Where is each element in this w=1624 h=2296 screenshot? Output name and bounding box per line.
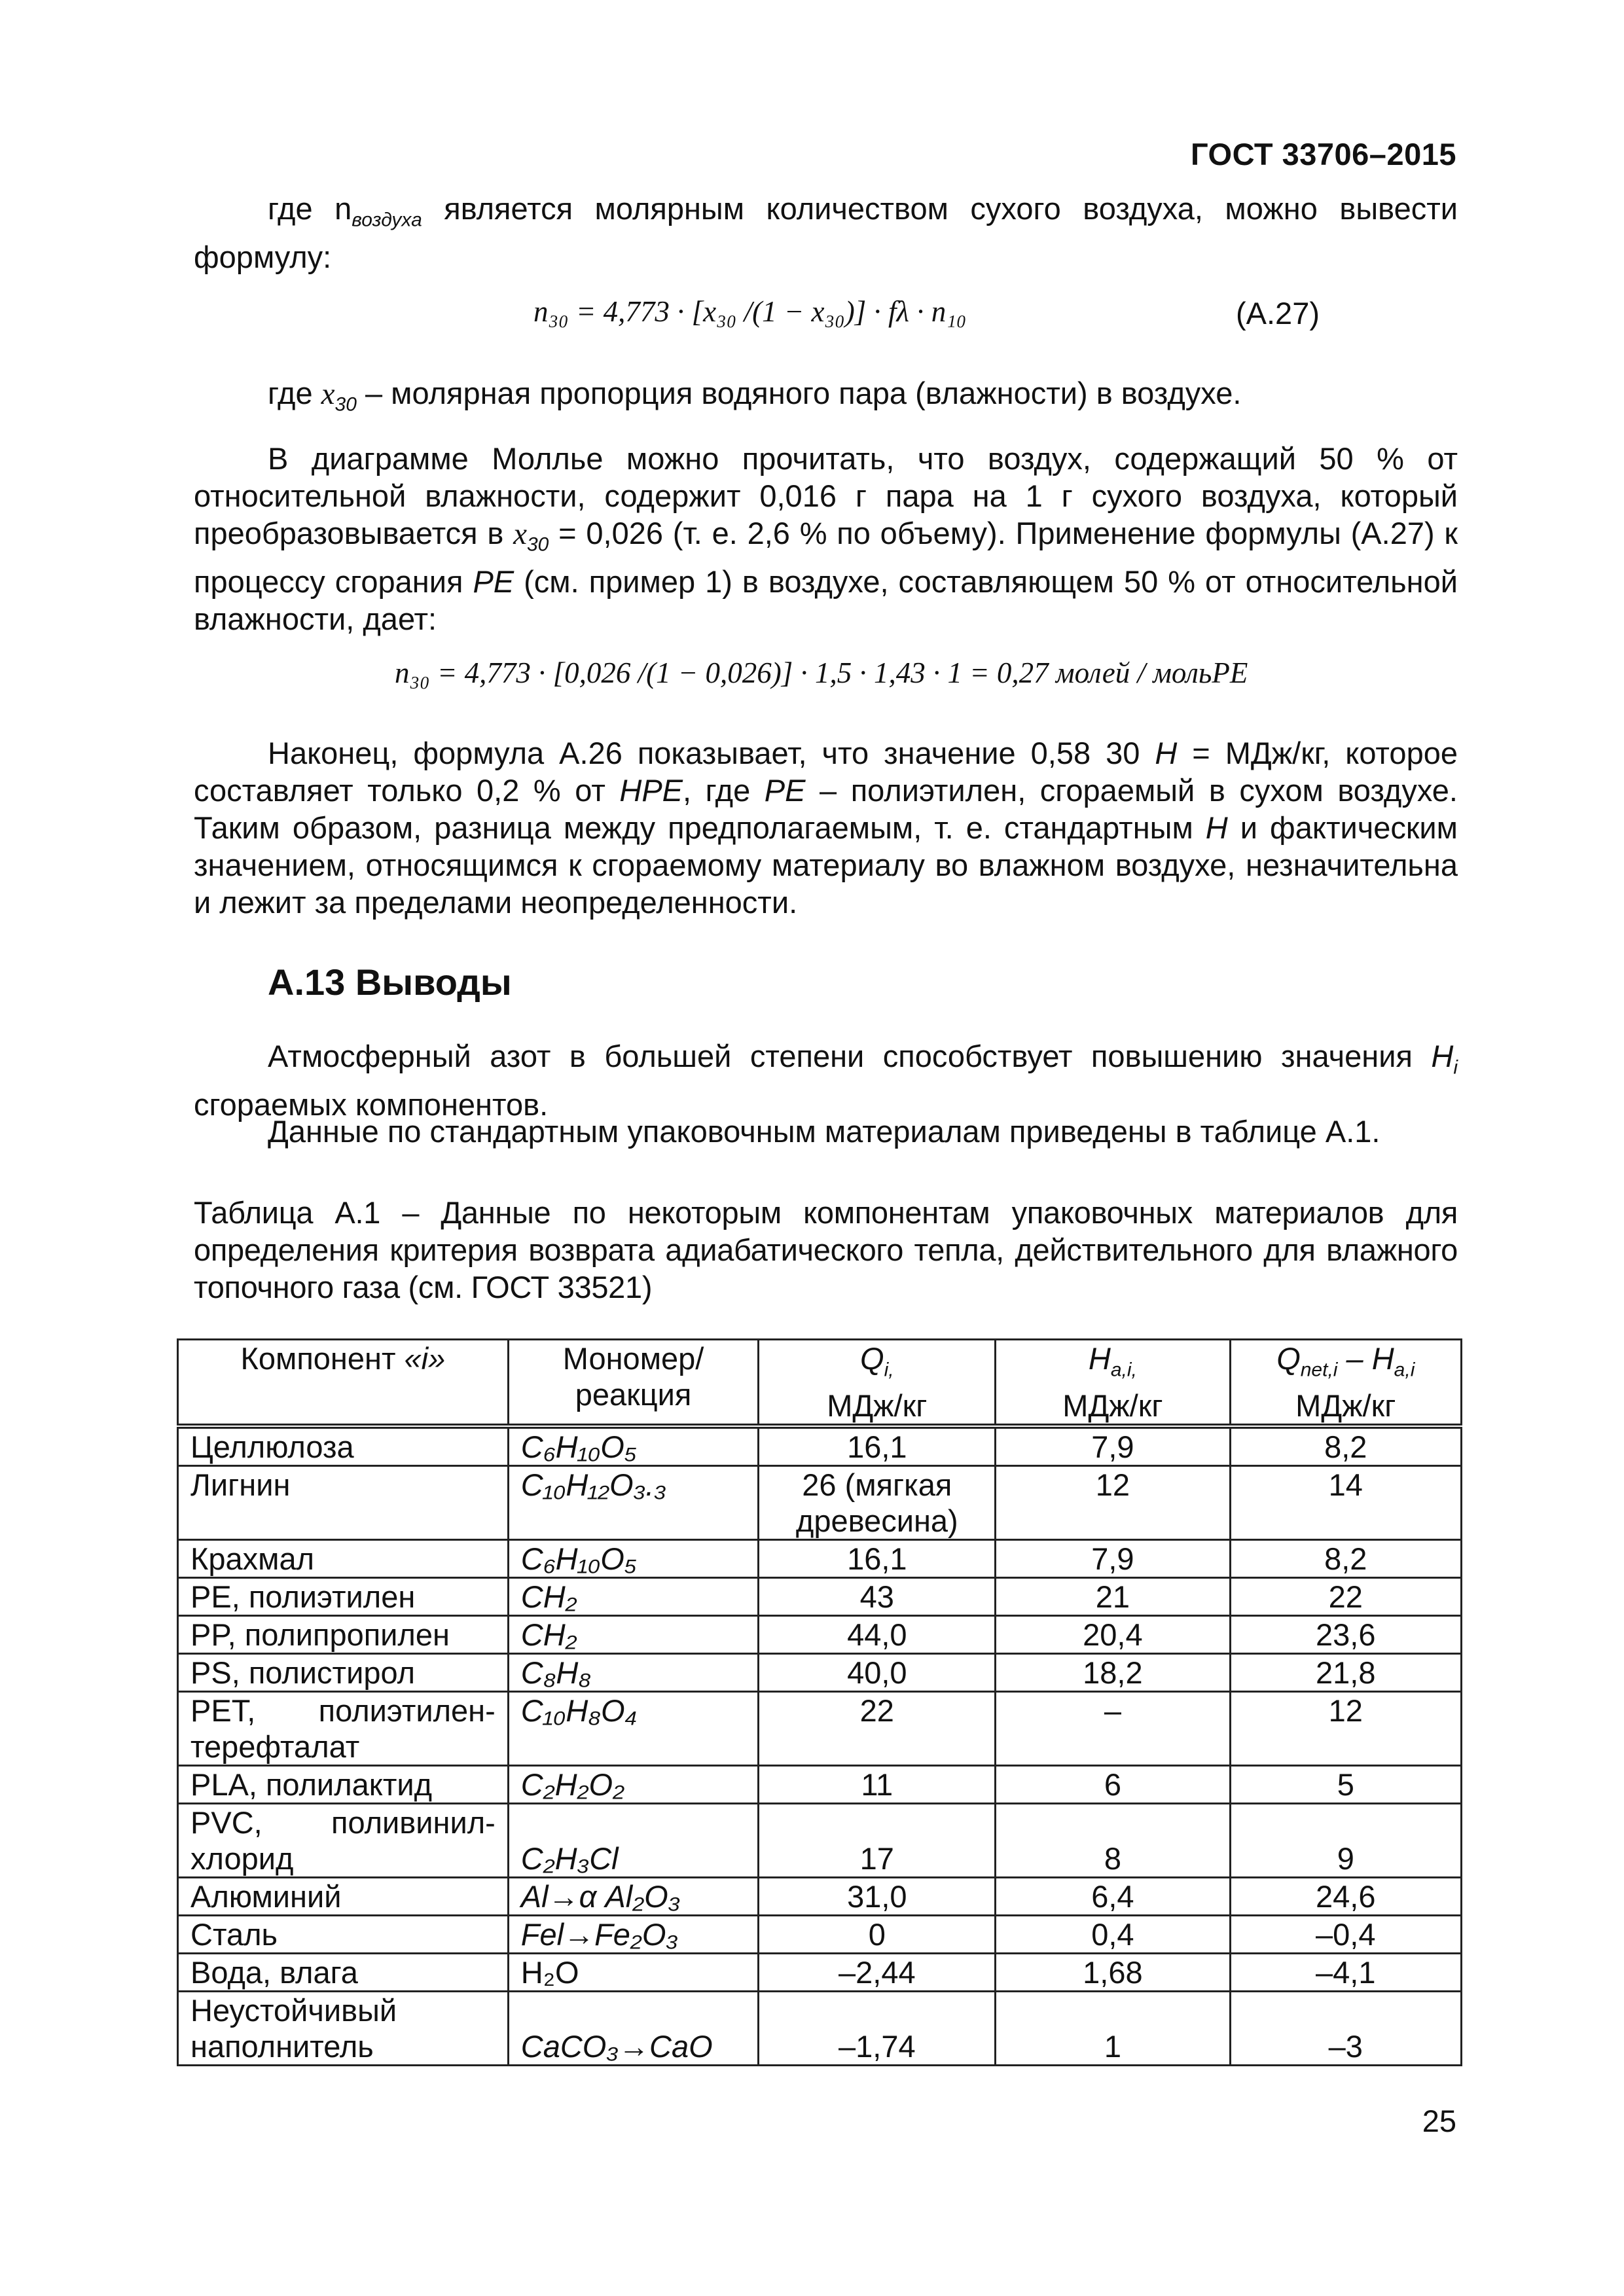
x30-variable: x [321,377,335,411]
conclusions-paragraph-1 [194,1037,1458,1123]
cell-component: PE, полиэтилен [178,1578,509,1616]
finally-text-c: , где [683,773,765,808]
x30-subscript: 30 [334,393,357,416]
mollier-text-3: (см. пример 1) в воздухе, составляющем 50 % от относительной влажности, дает: [194,564,1458,637]
cell-component: Лигнин [178,1466,509,1540]
cell-h: 6 [996,1766,1230,1804]
cell-component: Неустойчивый наполнитель [178,1992,509,2066]
cell-h: 12 [996,1466,1230,1540]
cell-qnet: 8,2 [1230,1540,1461,1578]
mollier-subscript: 30 [526,533,549,556]
cell-h: 18,2 [996,1654,1230,1692]
header-h-var: H [1088,1341,1111,1376]
table-row [178,1692,1462,1766]
intro-subscript: воздуха [352,209,422,231]
finally-pe: PE [764,773,806,808]
table-row [178,1466,1462,1540]
cell-h: 0,4 [996,1916,1230,1954]
cell-h: 21 [996,1578,1230,1616]
cell-qnet: 22 [1230,1578,1461,1616]
header-h [996,1340,1230,1427]
formula-a27: n₃₀ = 4,773 · [x₃₀ /(1 − x₃₀)] · fλ · n₁₀ [533,295,967,328]
cell-q: 0 [759,1916,996,1954]
mollier-pe: PE [473,564,514,600]
cell-formula: C₆H₁₀O₅ [508,1426,759,1466]
cell-formula: Fel→Fe₂O₃ [508,1916,759,1954]
cell-component: Сталь [178,1916,509,1954]
header-qnet-unit: МДж/кг [1295,1388,1396,1424]
cell-h: 1 [996,1992,1230,2066]
cell-qnet: 14 [1230,1466,1461,1540]
table-row [178,1878,1462,1916]
cell-qnet: –3 [1230,1992,1461,2066]
finally-h2: H [1205,810,1228,845]
cell-component: Алюминий [178,1878,509,1916]
cell-component: PS, полистирол [178,1654,509,1692]
cell-q: 26 (мягкая древесина) [759,1466,996,1540]
header-q [759,1340,996,1427]
cell-q: 40,0 [759,1654,996,1692]
cell-qnet: 24,6 [1230,1878,1461,1916]
finally-h1: H [1155,736,1178,770]
table-caption: Таблица А.1 – Данные по некоторым компонентам упаковочных материалов для определения критерия возврата адиабатического тепла, действительного для влажного топочного газа (см. ГОСТ 33521) [194,1195,1458,1304]
cell-formula: CaCO₃→CaO [508,1992,759,2066]
cell-formula: C₁₀H₁₂O₃.₃ [508,1466,759,1540]
cell-qnet: 9 [1230,1804,1461,1878]
table-row [178,1616,1462,1654]
cell-h: 6,4 [996,1878,1230,1916]
table-row [178,1954,1462,1992]
page-number: 25 [1422,2104,1456,2138]
finally-hpe: HPE [619,773,683,808]
header-h-sub: a,i, [1110,1359,1137,1381]
cell-h: – [996,1692,1230,1766]
x30-text-end: – молярная пропорция водяного пара (влажности) в воздухе. [356,376,1242,410]
cell-qnet: –0,4 [1230,1916,1461,1954]
cell-q: 22 [759,1692,996,1766]
cell-formula: CH₂ [508,1578,759,1616]
table-header-row [178,1340,1462,1427]
header-qnet [1230,1340,1461,1427]
conclusions-sub: i [1453,1056,1458,1079]
mollier-variable: x [513,517,527,551]
cell-qnet: 23,6 [1230,1616,1461,1654]
table-row [178,1540,1462,1578]
header-qnet-sub2: a,i [1394,1359,1415,1381]
finally-text-b: = МДж/кг, которое составляет только 0,2 % от [194,736,1458,808]
section-heading: А.13 Выводы [268,961,512,1003]
cell-qnet: 8,2 [1230,1426,1461,1466]
intro-text-start: где n [268,191,352,226]
table-row [178,1654,1462,1692]
components-table [177,1338,1462,2066]
cell-q: 43 [759,1578,996,1616]
x30-definition [194,374,1458,423]
finally-text-a: Наконец, формула А.26 показывает, что значение 0,58 30 [268,736,1155,770]
cell-q: –2,44 [759,1954,996,1992]
header-qnet-sub: net,i [1300,1359,1338,1381]
cell-formula: C₂H₂O₂ [508,1766,759,1804]
x30-text-start: где [268,376,321,410]
cell-formula: C₈H₈ [508,1654,759,1692]
cell-formula: C₂H₃Cl [508,1804,759,1878]
cell-component: Вода, влага [178,1954,509,1992]
cell-q: 16,1 [759,1426,996,1466]
header-component-i: «i» [404,1341,446,1376]
conclusions-var: H [1431,1039,1454,1073]
cell-component: Крахмал [178,1540,509,1578]
cell-h: 8 [996,1804,1230,1878]
document-id-header: ГОСТ 33706–2015 [1190,137,1456,171]
cell-component: PP, полипропилен [178,1616,509,1654]
cell-qnet: 21,8 [1230,1654,1461,1692]
header-q-sub: i, [884,1359,894,1381]
finally-text-e: и фактическим значением, относящимся к сгораемому материалу во влажном воздухе, незначительна и лежит за пределами неопределенности. [194,810,1458,920]
table-row [178,1578,1462,1616]
cell-q: –1,74 [759,1992,996,2066]
mollier-paragraph [194,440,1458,637]
table-row [178,1426,1462,1466]
header-component [178,1340,509,1427]
intro-paragraph [194,190,1458,276]
cell-formula: H₂O [508,1954,759,1992]
table-row [178,1992,1462,2066]
cell-component: PVC, поливинил-хлорид [178,1804,509,1878]
header-qnet-mid: – H [1337,1341,1394,1376]
cell-qnet: 5 [1230,1766,1461,1804]
conclusions-paragraph-2: Данные по стандартным упаковочным материалам приведены в таблице А.1. [268,1114,1380,1149]
finally-paragraph [194,734,1458,921]
table-row [178,1916,1462,1954]
formula-a27-number: (А.27) [1236,296,1320,331]
mollier-text-2: = 0,026 (т. е. 2,6 % по объему). Применение формулы (А.27) к процессу сгорания [194,516,1458,600]
intro-text-end: является молярным количеством сухого воздуха, можно вывести формулу: [194,191,1458,275]
cell-h: 1,68 [996,1954,1230,1992]
conclusions-text: Атмосферный азот в большей степени способствует повышению значения [268,1039,1432,1073]
cell-q: 11 [759,1766,996,1804]
cell-q: 31,0 [759,1878,996,1916]
header-monomer: Мономер/ реакция [508,1340,759,1427]
header-h-unit: МДж/кг [1062,1388,1163,1424]
conclusions-text-end: сгораемых компонентов. [194,1087,549,1122]
header-q-unit: МДж/кг [827,1388,928,1424]
cell-formula: CH₂ [508,1616,759,1654]
table-row [178,1766,1462,1804]
cell-qnet: –4,1 [1230,1954,1461,1992]
header-qnet-var: Q [1276,1341,1301,1376]
cell-formula: Al→α Al₂O₃ [508,1878,759,1916]
header-component-text: Компонент [240,1341,405,1376]
cell-h: 7,9 [996,1540,1230,1578]
cell-q: 16,1 [759,1540,996,1578]
cell-component: Целлюлоза [178,1426,509,1466]
mollier-text-1: В диаграмме Моллье можно прочитать, что воздух, содержащий 50 % от относительной влажности, содержит 0,016 г пара на 1 г сухого воздуха, который преобразовывается в [194,441,1458,550]
cell-q: 17 [759,1804,996,1878]
cell-qnet: 12 [1230,1692,1461,1766]
cell-h: 20,4 [996,1616,1230,1654]
cell-h: 7,9 [996,1426,1230,1466]
formula-result: n₃₀ = 4,773 · [0,026 /(1 − 0,026)] · 1,5 · 1,43 · 1 = 0,27 молей / мольPE [395,656,1248,689]
cell-formula: C₁₀H₈O₄ [508,1692,759,1766]
cell-component: PLA, полилактид [178,1766,509,1804]
cell-component: PET, полиэтилен-терефталат [178,1692,509,1766]
finally-text-d: – полиэтилен, сгораемый в сухом воздухе. Таким образом, разница между предполагаемым, т. е. стандартным [194,773,1458,845]
cell-q: 44,0 [759,1616,996,1654]
header-q-var: Q [860,1341,884,1376]
table-row [178,1804,1462,1878]
cell-formula: C₆H₁₀O₅ [508,1540,759,1578]
